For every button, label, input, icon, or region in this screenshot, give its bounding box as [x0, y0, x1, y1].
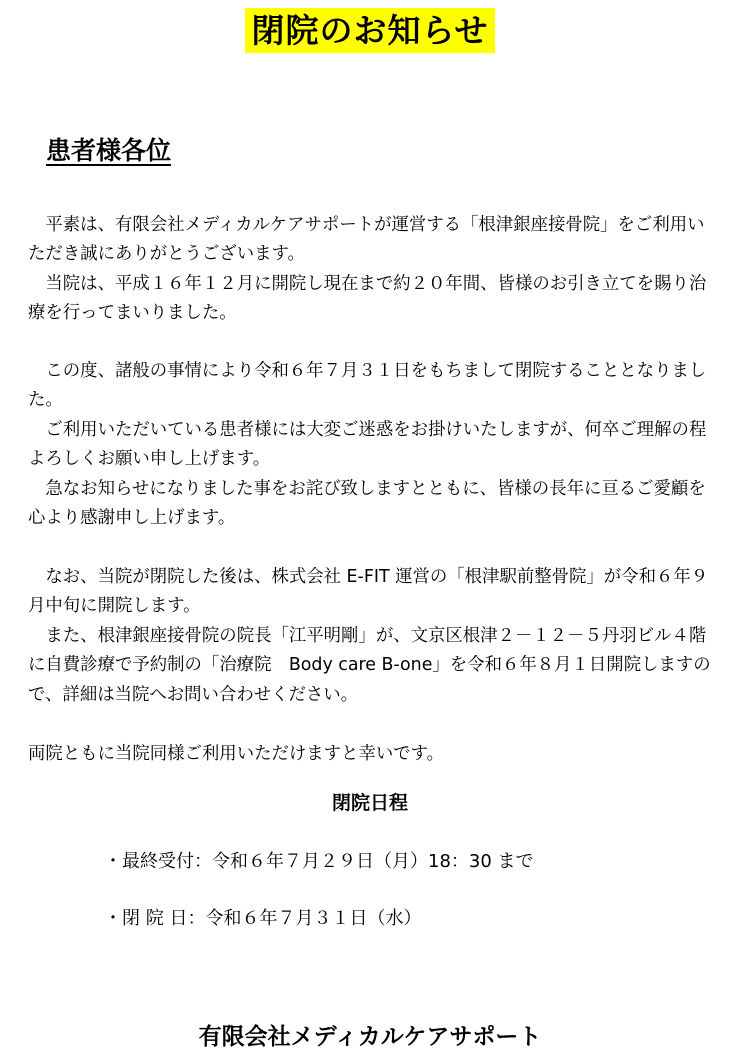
title-container: [0, 8, 740, 53]
paragraph: 急なお知らせになりました事をお詫び致しますとともに、皆様の長年に亘るご愛顧を心より感謝申し上げます。: [28, 478, 706, 529]
paragraph-group-successor: [28, 563, 718, 710]
schedule-label: ・最終受付: [104, 851, 194, 872]
paragraph: また、根津銀座接骨院の院長「江平明剛」が、文京区根津２－１２－５丹羽ビル４階に自費診療で予約制の「治療院 Body care B-one」を令和６年８月１日開院しますので、詳細は当院へお問い合わせください。: [28, 625, 711, 705]
schedule-row-last-reception: [104, 848, 534, 876]
paragraph: この度、諸般の事情により令和６年７月３１日をもちまして閉院することとなりました。: [28, 361, 707, 411]
schedule-label: ・閉 院 日: [104, 908, 188, 929]
schedule-separator: ：: [194, 851, 212, 872]
schedule-row-closing-date: [104, 905, 421, 933]
paragraph: なお、当院が閉院した後は、株式会社 E-FIT 運営の「根津駅前整骨院」が令和６年９月中旬に開院します。: [28, 567, 709, 617]
paragraph-group-closure: [28, 357, 718, 533]
company-name: 有限会社メディカルケアサポート: [198, 1024, 542, 1050]
paragraph: ご利用いただいている患者様には大変ご迷惑をお掛けいたしますが、何卒ご理解の程よろしくお願い申し上げます。: [28, 419, 707, 470]
schedule-separator: ：: [187, 908, 206, 929]
schedule-value: 令和６年７月２９日（月）18：30 まで: [212, 851, 534, 872]
schedule-heading: 閉院日程: [331, 792, 408, 814]
page-title: 閉院のお知らせ: [245, 8, 494, 53]
paragraph-group-closing: [28, 740, 718, 769]
schedule-value: 令和６年７月３１日（水）: [205, 908, 422, 929]
paragraph: 平素は、有限会社メディカルケアサポートが運営する「根津銀座接骨院」をご利用いただき誠にありがとうございます。: [28, 215, 705, 265]
paragraph: 当院は、平成１６年１２月に開院し現在まで約２０年間、皆様のお引き立てを賜り治療を行ってまいりました。: [28, 273, 707, 324]
paragraph-group-intro: [28, 211, 718, 329]
paragraph: 両院ともに当院同様ご利用いただけますと幸いです。: [28, 744, 444, 764]
salutation: 患者様各位: [46, 136, 172, 165]
